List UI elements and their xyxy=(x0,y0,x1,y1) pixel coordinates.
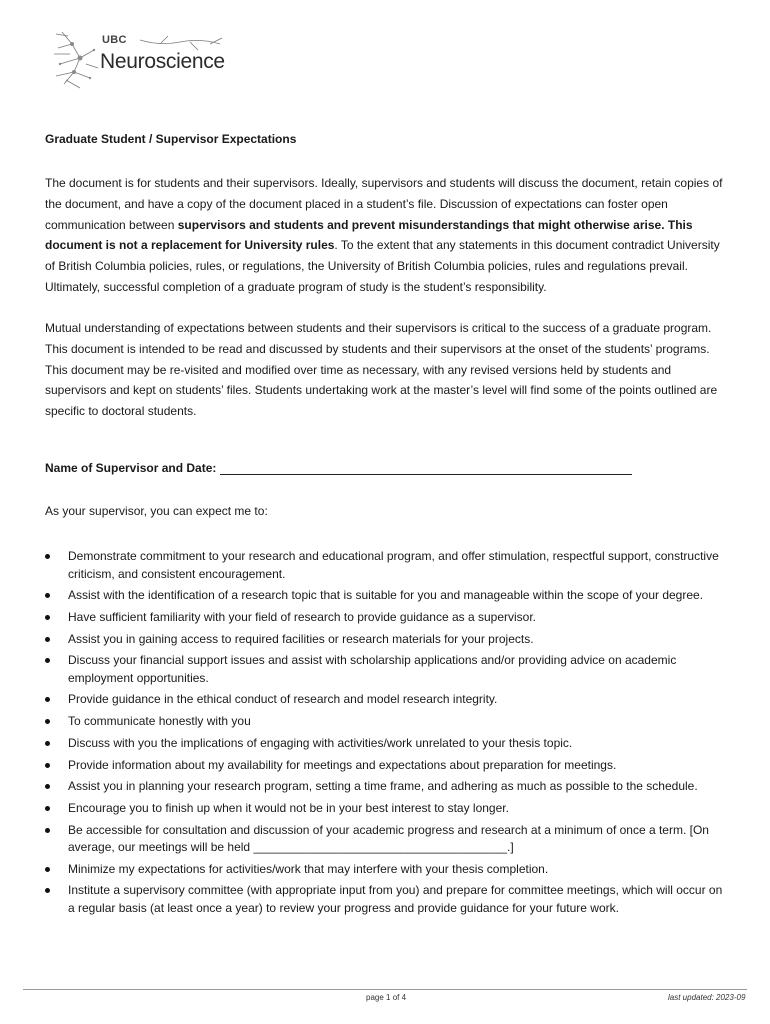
bullet-icon xyxy=(45,741,50,746)
list-item-text: Assist you in planning your research program, setting a time frame, and adhering as much as possible to the schedule. xyxy=(68,779,698,794)
bullet-icon xyxy=(45,806,50,811)
bullet-icon xyxy=(45,554,50,559)
bullet-icon xyxy=(45,697,50,702)
list-item-text: Institute a supervisory committee (with appropriate input from you) and prepare for committee meetings, which will occur on a regular basis (at least once a year) to review your progress and provide guidance for your future work. xyxy=(68,883,723,915)
list-item-text: To communicate honestly with you xyxy=(68,714,251,729)
bullet-icon xyxy=(45,888,50,893)
list-item xyxy=(45,882,725,917)
intro-paragraph-part-a: The document is for students and their supervisors. Ideally, supervisors and students will discuss the document, retain copies of the document, and have a copy of the document placed in a student’s file. Discussion of expectations can foster open communication between xyxy=(45,176,723,232)
bullet-icon xyxy=(45,763,50,768)
list-item xyxy=(45,735,725,753)
intro-paragraph xyxy=(45,173,725,298)
expectations-list xyxy=(45,548,725,922)
list-item xyxy=(45,631,725,649)
list-item xyxy=(45,548,725,583)
bullet-icon xyxy=(45,593,50,598)
bullet-icon xyxy=(45,784,50,789)
list-item-text: Provide information about my availability for meetings and expectations about preparation for meetings. xyxy=(68,757,617,772)
supervisor-blank-line xyxy=(220,460,632,475)
bullet-icon xyxy=(45,719,50,724)
bullet-icon xyxy=(45,867,50,872)
list-item xyxy=(45,757,725,775)
intro-paragraph-part-b: . To the extent that any statements in this document contradict University of British Columbia policies, rules, or regulations, the University of British Columbia policies, rules and regulations prevail. Ultimately, successful completion of a graduate program of study is the student’s responsibility. xyxy=(45,238,720,294)
list-item xyxy=(45,652,725,687)
list-item xyxy=(45,609,725,627)
list-item xyxy=(45,800,725,818)
bullet-icon xyxy=(45,658,50,663)
list-item xyxy=(45,713,725,731)
list-item xyxy=(45,861,725,879)
list-item-text: Assist with the identification of a research topic that is suitable for you and manageable within the scope of your degree. xyxy=(68,588,704,603)
footer-page-number: page 1 of 4 xyxy=(366,993,407,1002)
bullet-icon xyxy=(45,615,50,620)
list-item-text: Minimize my expectations for activities/work that may interfere with your thesis completion. xyxy=(68,861,549,876)
footer-last-updated: last updated: 2023-09 xyxy=(668,993,746,1002)
mutual-understanding-paragraph: Mutual understanding of expectations between students and their supervisors is critical to the success of a graduate program. This document is intended to be read and discussed by students and their supervisors at the onset of the students’ programs. This document may be re-visited and modified over time as necessary, with any revised versions held by students and supervisors and kept on students’ files. Students undertaking work at the master’s level will find some of the points outlined are specific to doctoral students. xyxy=(45,321,718,419)
list-item-text: Have sufficient familiarity with your field of research to provide guidance as a supervisor. xyxy=(68,609,537,624)
expectations-intro: As your supervisor, you can expect me to: xyxy=(45,504,268,518)
list-item-text: Discuss your financial support issues and assist with scholarship applications and/or providing advice on academic employment opportunities. xyxy=(68,653,677,685)
list-item xyxy=(45,822,725,857)
supervisor-label: Name of Supervisor and Date: xyxy=(45,461,217,475)
list-item-text: Demonstrate commitment to your research and educational program, and offer stimulation, respectful support, constructive criticism, and consistent encouragement. xyxy=(68,549,719,581)
supervisor-name-date-field xyxy=(45,460,632,475)
list-item-text: Be accessible for consultation and discussion of your academic progress and research at a minimum of once a term. [On average, our meetings will be held ______________________________________.] xyxy=(68,822,709,855)
list-item xyxy=(45,587,725,605)
list-item-text: Assist you in gaining access to required facilities or research materials for your projects. xyxy=(68,631,534,646)
logo-neuroscience-text: Neuroscience xyxy=(100,50,225,73)
ubc-neuroscience-logo xyxy=(50,24,250,94)
list-item-text: Provide guidance in the ethical conduct of research and model research integrity. xyxy=(68,692,498,707)
list-item-text: Discuss with you the implications of engaging with activities/work unrelated to your thesis topic. xyxy=(68,735,573,750)
bullet-icon xyxy=(45,637,50,642)
list-item-text: Encourage you to finish up when it would not be in your best interest to stay longer. xyxy=(68,800,509,815)
list-item xyxy=(45,691,725,709)
bullet-icon xyxy=(45,828,50,833)
list-item xyxy=(45,778,725,796)
footer-divider xyxy=(23,989,747,990)
intro-paragraph-bold: supervisors and students and prevent misunderstandings that might otherwise arise. This document is not a replacement for University rules xyxy=(45,217,693,253)
document-title: Graduate Student / Supervisor Expectations xyxy=(45,132,297,146)
logo-ubc-text: UBC xyxy=(102,34,127,46)
